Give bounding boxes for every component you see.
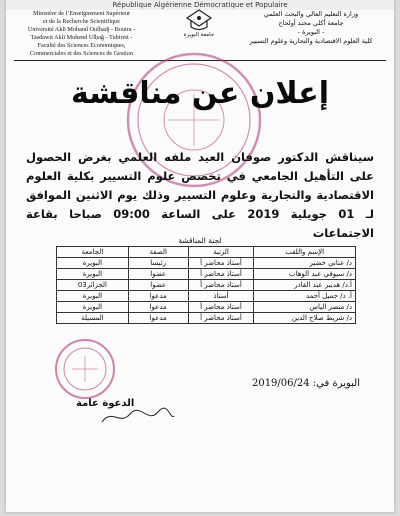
member-rank: أستاذ محاضر أ [188,313,254,324]
header-arabic [236,10,386,46]
member-university: المسيلة [57,313,129,324]
university-berber: Tasdawit Akli Muhend Ulḥağ - Tubirett - [30,34,133,41]
member-name: د/ شريط صلاح الدين [254,313,356,324]
header-role: الصفة [128,247,188,258]
faculty-fr-line-2: Commerciales et des Sciences de Gestion [30,50,133,57]
member-name: د/ منصر الياس [254,302,356,313]
member-name: د/ عناني خضير [254,258,356,269]
member-role: عضوا [128,280,188,291]
member-rank: أستاذ محاضر أ [188,302,254,313]
table-row [57,313,356,324]
faculty-fr-line-1: Faculté des Sciences Economiques, [37,42,126,49]
signature-mark [98,404,178,428]
page-title: إعلان عن مناقشة [71,76,329,111]
table-row [57,302,356,313]
document-page [6,0,394,512]
public-invitation: الدعوة عامة [76,398,135,409]
place-date: البويرة في: 2019/06/24 [251,378,360,389]
member-rank: أستاذ [188,291,254,302]
member-rank: أستاذ محاضر أ [188,269,254,280]
university-ar-line-1: جامعة أكلي محند أولحاج [278,19,344,27]
committee-table [56,246,356,324]
committee-title: لجنة المناقشة [178,236,222,245]
university-logo-icon [185,8,213,32]
member-name: أ.د/ هديبر عبد القادر [254,280,356,291]
table-header-row [57,247,356,258]
member-university: الجزائر03 [57,280,129,291]
member-university: البويرة [57,258,129,269]
member-rank: أستاذ محاضر أ [188,280,254,291]
member-role: مدعوا [128,302,188,313]
member-university: البويرة [57,291,129,302]
table-row [57,291,356,302]
official-stamp [54,338,116,400]
university-logo [164,8,234,44]
logo-caption: جامعة البويرة [183,32,215,38]
member-university: البويرة [57,302,129,313]
member-role: مدعوا [128,313,188,324]
ministry-ar: وزارة التعليم العالي والبحث العلمي [263,10,359,18]
announcement-text: سيناقش الدكتور صوفان العيد ملفه العلمي بغرض الحصول على التأهيل الجامعي في تخصص علوم التسيير بكلية العلوم الاقتصادية والتجارية وعلوم التسيير وذلك يوم الاثنين الموافق لـ 01 جويلية 2019 على الساعة 09:00 صباحا بقاعة الاجتماعات [26,150,375,240]
university-fr: Université Akli Mohand Oulhadj - Bouira - [27,26,136,33]
faculty-ar: كلية العلوم الاقتصادية والتجارية وعلوم التسيير [249,37,373,45]
table-row [57,258,356,269]
header-name: الإسم واللقب [254,247,356,258]
table-row [57,280,356,291]
university-ar-line-2: - البويرة - [297,28,325,36]
member-role: رئيسا [128,258,188,269]
member-role: عضوا [128,269,188,280]
header-university: الجامعة [57,247,129,258]
member-name: أ. د/ جميل أحمد [254,291,356,302]
member-role: مدعوا [128,291,188,302]
member-rank: أستاذ محاضر أ [188,258,254,269]
member-university: البويرة [57,269,129,280]
header-rank: الرتبة [188,247,254,258]
table-row [57,269,356,280]
member-name: د/ سيوفي عبد الوهاب [254,269,356,280]
ministry-fr-line-2: et de la Recherche Scientifique [43,18,120,25]
republic-header: République Algérienne Démocratique et Populaire [6,0,394,10]
ministry-fr-line-1: Ministère de l’Enseignement Supérieur [32,10,131,17]
